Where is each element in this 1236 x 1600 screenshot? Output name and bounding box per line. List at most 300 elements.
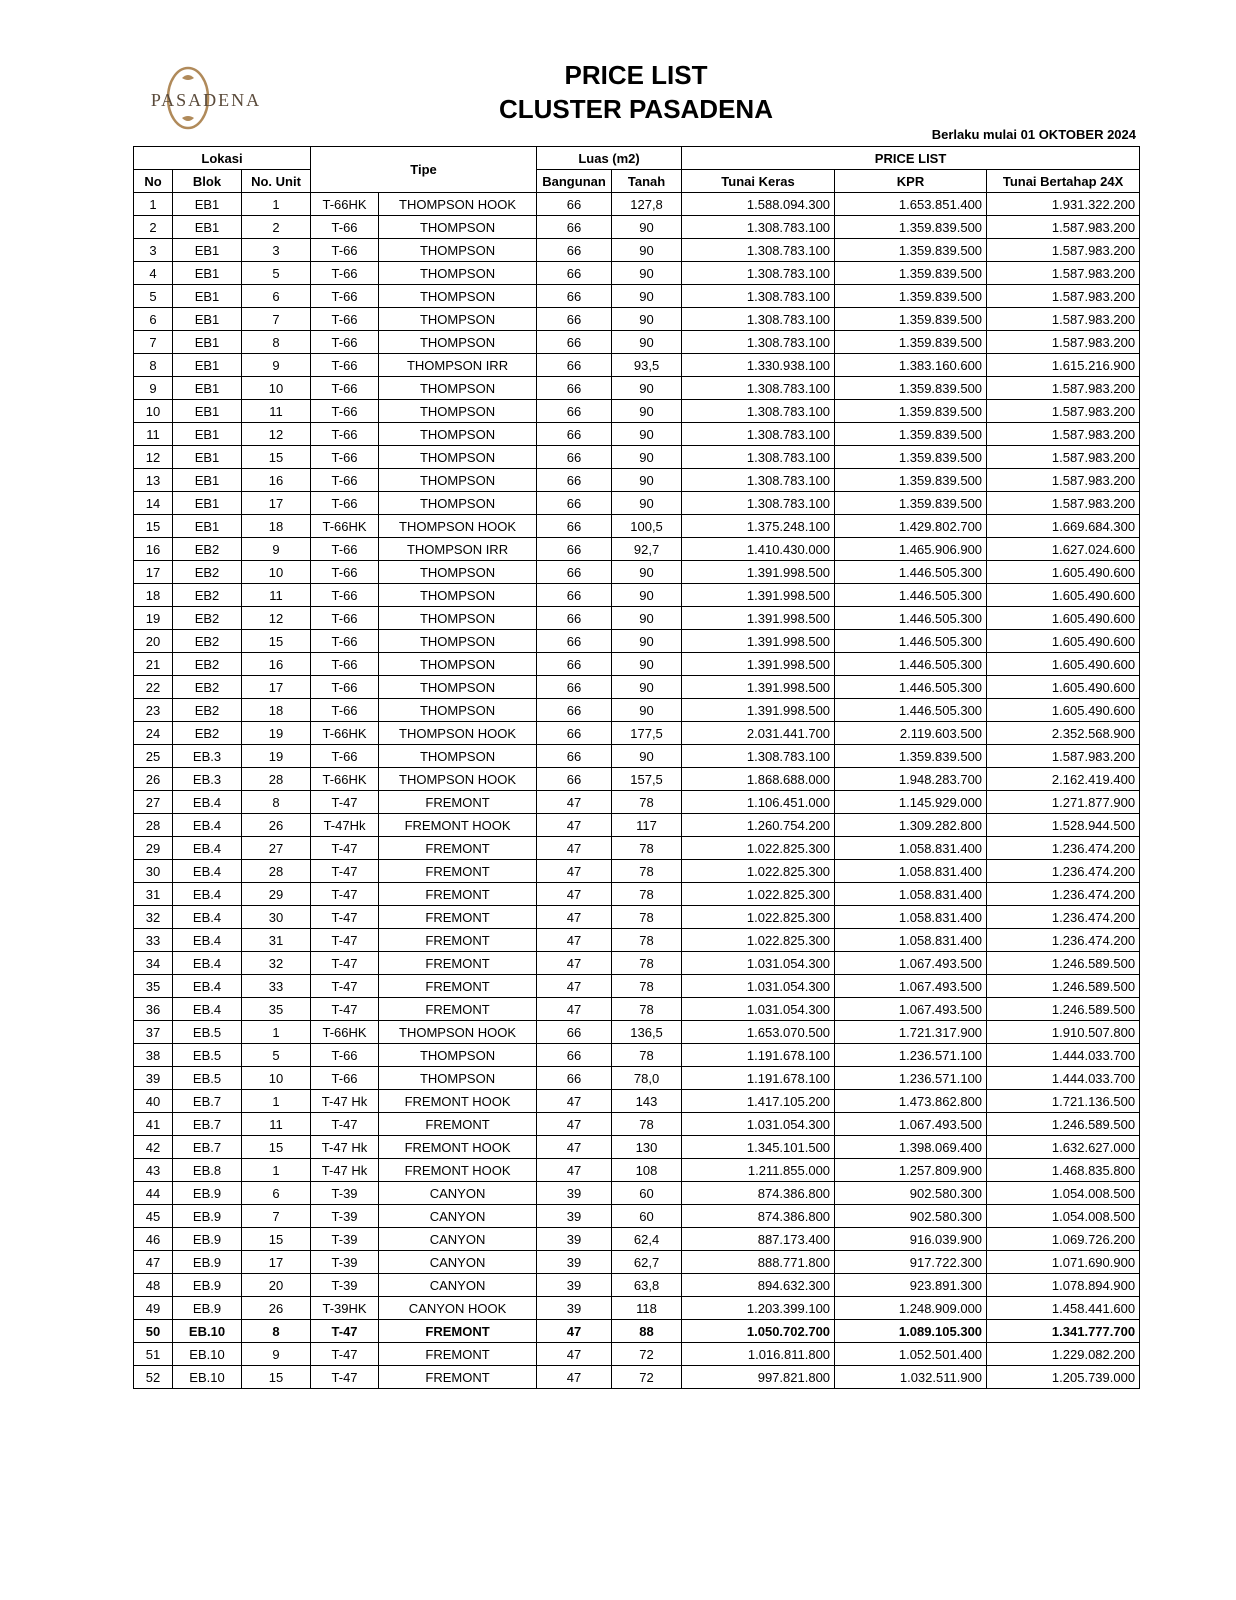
table-row [134, 860, 1140, 883]
cell-kpr: 1.058.831.400 [835, 906, 987, 929]
cell-tunai-bertahap: 1.587.983.200 [987, 285, 1140, 308]
cell-bangunan: 66 [537, 400, 612, 423]
cell-kpr: 1.067.493.500 [835, 952, 987, 975]
cell-no-unit: 27 [242, 837, 311, 860]
cell-blok: EB.4 [173, 906, 242, 929]
header-lokasi: Lokasi [134, 147, 311, 170]
cell-no: 36 [134, 998, 173, 1021]
cell-tunai-bertahap: 2.352.568.900 [987, 722, 1140, 745]
cell-tanah: 78 [612, 1044, 682, 1067]
cell-blok: EB.4 [173, 860, 242, 883]
cell-tipe-code: T-66HK [311, 722, 379, 745]
cell-blok: EB.4 [173, 975, 242, 998]
cell-tunai-bertahap: 1.236.474.200 [987, 906, 1140, 929]
cell-tunai-keras: 1.330.938.100 [682, 354, 835, 377]
cell-tipe-name: THOMPSON HOOK [379, 722, 537, 745]
cell-no: 51 [134, 1343, 173, 1366]
cell-no: 1 [134, 193, 173, 216]
cell-no-unit: 18 [242, 699, 311, 722]
cell-no: 39 [134, 1067, 173, 1090]
cell-no: 11 [134, 423, 173, 446]
cell-tunai-bertahap: 1.236.474.200 [987, 929, 1140, 952]
cell-tanah: 136,5 [612, 1021, 682, 1044]
cell-tipe-code: T-47 [311, 952, 379, 975]
table-row [134, 423, 1140, 446]
cell-tunai-keras: 1.308.783.100 [682, 308, 835, 331]
cell-tanah: 78,0 [612, 1067, 682, 1090]
cell-tipe-name: FREMONT [379, 906, 537, 929]
cell-no-unit: 19 [242, 722, 311, 745]
cell-blok: EB1 [173, 354, 242, 377]
table-row [134, 515, 1140, 538]
cell-tunai-keras: 2.031.441.700 [682, 722, 835, 745]
cell-no: 27 [134, 791, 173, 814]
cell-kpr: 1.359.839.500 [835, 285, 987, 308]
cell-no: 5 [134, 285, 173, 308]
cell-blok: EB.7 [173, 1113, 242, 1136]
cell-no: 9 [134, 377, 173, 400]
cell-tunai-bertahap: 1.627.024.600 [987, 538, 1140, 561]
table-row [134, 1343, 1140, 1366]
cell-tipe-code: T-66 [311, 308, 379, 331]
cell-no: 14 [134, 492, 173, 515]
cell-tipe-code: T-47 [311, 1366, 379, 1389]
cell-bangunan: 47 [537, 860, 612, 883]
cell-tunai-bertahap: 1.341.777.700 [987, 1320, 1140, 1343]
cell-kpr: 1.058.831.400 [835, 929, 987, 952]
cell-tipe-code: T-66 [311, 630, 379, 653]
cell-tunai-bertahap: 1.587.983.200 [987, 239, 1140, 262]
cell-blok: EB.10 [173, 1366, 242, 1389]
cell-tunai-bertahap: 1.069.726.200 [987, 1228, 1140, 1251]
cell-tipe-code: T-47 [311, 1320, 379, 1343]
cell-tipe-name: THOMPSON [379, 745, 537, 768]
cell-kpr: 1.359.839.500 [835, 400, 987, 423]
table-row [134, 1021, 1140, 1044]
cell-no: 35 [134, 975, 173, 998]
cell-tunai-keras: 1.191.678.100 [682, 1044, 835, 1067]
cell-tunai-keras: 1.308.783.100 [682, 446, 835, 469]
cell-bangunan: 66 [537, 262, 612, 285]
table-row [134, 676, 1140, 699]
cell-tunai-bertahap: 1.587.983.200 [987, 745, 1140, 768]
cell-blok: EB2 [173, 699, 242, 722]
cell-tunai-bertahap: 1.910.507.800 [987, 1021, 1140, 1044]
cell-tipe-name: THOMPSON [379, 469, 537, 492]
cell-no-unit: 19 [242, 745, 311, 768]
table-row [134, 1251, 1140, 1274]
cell-tanah: 90 [612, 262, 682, 285]
cell-tipe-code: T-66 [311, 699, 379, 722]
title-line-2: CLUSTER PASADENA [499, 94, 773, 124]
cell-tipe-code: T-66 [311, 354, 379, 377]
cell-kpr: 916.039.900 [835, 1228, 987, 1251]
cell-tanah: 90 [612, 745, 682, 768]
cell-tipe-code: T-66HK [311, 768, 379, 791]
cell-no-unit: 16 [242, 469, 311, 492]
cell-tipe-code: T-47 [311, 1113, 379, 1136]
cell-blok: EB.9 [173, 1205, 242, 1228]
cell-tunai-keras: 1.391.998.500 [682, 676, 835, 699]
cell-no-unit: 15 [242, 1136, 311, 1159]
cell-tunai-keras: 1.050.702.700 [682, 1320, 835, 1343]
cell-tipe-name: THOMPSON [379, 699, 537, 722]
table-row [134, 998, 1140, 1021]
cell-no: 25 [134, 745, 173, 768]
header-kpr: KPR [835, 170, 987, 193]
cell-no: 21 [134, 653, 173, 676]
cell-no-unit: 9 [242, 354, 311, 377]
cell-tunai-keras: 1.203.399.100 [682, 1297, 835, 1320]
cell-kpr: 917.722.300 [835, 1251, 987, 1274]
table-row [134, 331, 1140, 354]
cell-tipe-name: FREMONT [379, 1320, 537, 1343]
cell-kpr: 1.359.839.500 [835, 331, 987, 354]
cell-tipe-name: FREMONT HOOK [379, 1159, 537, 1182]
cell-tipe-code: T-66 [311, 584, 379, 607]
cell-blok: EB1 [173, 331, 242, 354]
cell-kpr: 1.032.511.900 [835, 1366, 987, 1389]
cell-blok: EB.4 [173, 791, 242, 814]
cell-tipe-name: THOMPSON IRR [379, 538, 537, 561]
cell-tipe-code: T-47 [311, 791, 379, 814]
cell-tanah: 78 [612, 883, 682, 906]
cell-blok: EB.9 [173, 1182, 242, 1205]
cell-no-unit: 2 [242, 216, 311, 239]
cell-tunai-keras: 1.653.070.500 [682, 1021, 835, 1044]
cell-tunai-bertahap: 1.236.474.200 [987, 860, 1140, 883]
cell-tunai-keras: 1.308.783.100 [682, 492, 835, 515]
cell-tunai-bertahap: 1.205.739.000 [987, 1366, 1140, 1389]
cell-tunai-keras: 1.022.825.300 [682, 860, 835, 883]
cell-tunai-keras: 1.211.855.000 [682, 1159, 835, 1182]
cell-bangunan: 66 [537, 699, 612, 722]
cell-no-unit: 15 [242, 1228, 311, 1251]
cell-kpr: 1.721.317.900 [835, 1021, 987, 1044]
cell-kpr: 1.359.839.500 [835, 377, 987, 400]
cell-no: 42 [134, 1136, 173, 1159]
table-row [134, 1159, 1140, 1182]
cell-tunai-keras: 887.173.400 [682, 1228, 835, 1251]
cell-tunai-keras: 1.308.783.100 [682, 331, 835, 354]
cell-tipe-name: FREMONT [379, 952, 537, 975]
cell-tunai-bertahap: 1.587.983.200 [987, 331, 1140, 354]
cell-no-unit: 29 [242, 883, 311, 906]
cell-blok: EB2 [173, 561, 242, 584]
cell-tunai-bertahap: 1.444.033.700 [987, 1067, 1140, 1090]
cell-blok: EB1 [173, 492, 242, 515]
effective-date: Berlaku mulai 01 OKTOBER 2024 [931, 127, 1136, 142]
cell-tipe-name: FREMONT [379, 998, 537, 1021]
cell-no-unit: 7 [242, 308, 311, 331]
table-row [134, 446, 1140, 469]
cell-tunai-bertahap: 1.229.082.200 [987, 1343, 1140, 1366]
cell-bangunan: 66 [537, 446, 612, 469]
cell-tipe-name: THOMPSON [379, 285, 537, 308]
cell-tunai-bertahap: 1.236.474.200 [987, 883, 1140, 906]
cell-no: 47 [134, 1251, 173, 1274]
cell-tunai-keras: 1.308.783.100 [682, 216, 835, 239]
cell-tanah: 93,5 [612, 354, 682, 377]
cell-no-unit: 9 [242, 1343, 311, 1366]
cell-tipe-code: T-47 Hk [311, 1136, 379, 1159]
cell-tunai-keras: 1.308.783.100 [682, 377, 835, 400]
header-bangunan: Bangunan [537, 170, 612, 193]
cell-tunai-keras: 1.391.998.500 [682, 653, 835, 676]
cell-tipe-name: FREMONT HOOK [379, 1136, 537, 1159]
cell-tanah: 60 [612, 1182, 682, 1205]
cell-tanah: 78 [612, 837, 682, 860]
cell-tunai-keras: 1.308.783.100 [682, 469, 835, 492]
cell-no: 45 [134, 1205, 173, 1228]
cell-tanah: 78 [612, 791, 682, 814]
cell-tunai-keras: 1.308.783.100 [682, 285, 835, 308]
cell-tunai-bertahap: 1.054.008.500 [987, 1182, 1140, 1205]
cell-tanah: 177,5 [612, 722, 682, 745]
cell-kpr: 1.359.839.500 [835, 308, 987, 331]
cell-tipe-code: T-66 [311, 331, 379, 354]
cell-no-unit: 15 [242, 630, 311, 653]
cell-tunai-keras: 1.391.998.500 [682, 584, 835, 607]
cell-kpr: 1.058.831.400 [835, 837, 987, 860]
cell-tipe-code: T-66 [311, 216, 379, 239]
cell-tunai-bertahap: 1.605.490.600 [987, 676, 1140, 699]
cell-tunai-keras: 1.106.451.000 [682, 791, 835, 814]
cell-tipe-name: THOMPSON [379, 262, 537, 285]
cell-blok: EB2 [173, 676, 242, 699]
table-row [134, 354, 1140, 377]
cell-no-unit: 8 [242, 791, 311, 814]
cell-kpr: 902.580.300 [835, 1182, 987, 1205]
cell-no: 20 [134, 630, 173, 653]
cell-no: 7 [134, 331, 173, 354]
table-row [134, 1205, 1140, 1228]
cell-tunai-keras: 1.308.783.100 [682, 400, 835, 423]
table-row [134, 308, 1140, 331]
cell-no: 31 [134, 883, 173, 906]
cell-kpr: 1.446.505.300 [835, 607, 987, 630]
cell-tipe-name: CANYON [379, 1228, 537, 1251]
cell-kpr: 1.465.906.900 [835, 538, 987, 561]
cell-no-unit: 6 [242, 285, 311, 308]
cell-no: 28 [134, 814, 173, 837]
table-row [134, 584, 1140, 607]
cell-blok: EB.4 [173, 814, 242, 837]
cell-tipe-code: T-66 [311, 538, 379, 561]
cell-tipe-code: T-66HK [311, 1021, 379, 1044]
cell-tipe-name: THOMPSON [379, 377, 537, 400]
cell-kpr: 1.067.493.500 [835, 1113, 987, 1136]
cell-kpr: 1.446.505.300 [835, 676, 987, 699]
cell-kpr: 1.359.839.500 [835, 745, 987, 768]
cell-kpr: 1.429.802.700 [835, 515, 987, 538]
cell-bangunan: 66 [537, 561, 612, 584]
cell-blok: EB1 [173, 285, 242, 308]
cell-blok: EB1 [173, 515, 242, 538]
cell-tunai-keras: 1.031.054.300 [682, 1113, 835, 1136]
cell-tanah: 90 [612, 653, 682, 676]
cell-tipe-name: THOMPSON [379, 216, 537, 239]
cell-no: 37 [134, 1021, 173, 1044]
cell-no-unit: 15 [242, 1366, 311, 1389]
cell-bangunan: 47 [537, 998, 612, 1021]
cell-tipe-code: T-39 [311, 1205, 379, 1228]
cell-kpr: 1.067.493.500 [835, 998, 987, 1021]
header-price-list: PRICE LIST [682, 147, 1140, 170]
cell-tunai-keras: 1.308.783.100 [682, 745, 835, 768]
table-row [134, 1274, 1140, 1297]
cell-no-unit: 12 [242, 423, 311, 446]
cell-tipe-code: T-66 [311, 1044, 379, 1067]
cell-tipe-name: THOMPSON [379, 1044, 537, 1067]
cell-tipe-name: THOMPSON HOOK [379, 768, 537, 791]
cell-blok: EB.5 [173, 1021, 242, 1044]
cell-bangunan: 39 [537, 1297, 612, 1320]
cell-tanah: 62,7 [612, 1251, 682, 1274]
cell-blok: EB.9 [173, 1274, 242, 1297]
cell-tipe-code: T-47 Hk [311, 1090, 379, 1113]
cell-blok: EB1 [173, 262, 242, 285]
cell-blok: EB2 [173, 653, 242, 676]
cell-no-unit: 1 [242, 1159, 311, 1182]
cell-tunai-keras: 1.868.688.000 [682, 768, 835, 791]
header-blok: Blok [173, 170, 242, 193]
cell-bangunan: 66 [537, 768, 612, 791]
cell-tunai-bertahap: 1.587.983.200 [987, 308, 1140, 331]
cell-tanah: 72 [612, 1366, 682, 1389]
cell-tunai-bertahap: 1.931.322.200 [987, 193, 1140, 216]
cell-tunai-bertahap: 1.528.944.500 [987, 814, 1140, 837]
cell-kpr: 1.398.069.400 [835, 1136, 987, 1159]
cell-tanah: 78 [612, 1113, 682, 1136]
cell-tipe-name: THOMPSON [379, 676, 537, 699]
cell-tunai-bertahap: 1.271.877.900 [987, 791, 1140, 814]
cell-no-unit: 11 [242, 1113, 311, 1136]
cell-tunai-bertahap: 1.587.983.200 [987, 469, 1140, 492]
cell-no: 4 [134, 262, 173, 285]
cell-blok: EB2 [173, 538, 242, 561]
cell-tunai-keras: 874.386.800 [682, 1205, 835, 1228]
cell-kpr: 1.359.839.500 [835, 216, 987, 239]
cell-tipe-code: T-47 [311, 860, 379, 883]
cell-no: 18 [134, 584, 173, 607]
cell-tanah: 78 [612, 975, 682, 998]
cell-tipe-code: T-39 [311, 1228, 379, 1251]
cell-bangunan: 66 [537, 377, 612, 400]
cell-tanah: 117 [612, 814, 682, 837]
page-title [436, 58, 836, 126]
cell-bangunan: 66 [537, 607, 612, 630]
cell-no-unit: 26 [242, 814, 311, 837]
cell-tunai-keras: 1.031.054.300 [682, 952, 835, 975]
cell-bangunan: 47 [537, 1113, 612, 1136]
cell-no: 32 [134, 906, 173, 929]
cell-no-unit: 35 [242, 998, 311, 1021]
cell-tanah: 127,8 [612, 193, 682, 216]
cell-tipe-name: FREMONT HOOK [379, 814, 537, 837]
table-row [134, 239, 1140, 262]
cell-tunai-bertahap: 1.468.835.800 [987, 1159, 1140, 1182]
cell-tipe-name: FREMONT [379, 929, 537, 952]
cell-tipe-code: T-66 [311, 469, 379, 492]
cell-tunai-bertahap: 1.246.589.500 [987, 975, 1140, 998]
cell-tanah: 108 [612, 1159, 682, 1182]
table-row [134, 929, 1140, 952]
cell-tipe-name: CANYON [379, 1182, 537, 1205]
cell-bangunan: 66 [537, 469, 612, 492]
cell-tipe-code: T-47 [311, 929, 379, 952]
cell-no-unit: 28 [242, 768, 311, 791]
table-row [134, 883, 1140, 906]
cell-kpr: 1.446.505.300 [835, 584, 987, 607]
cell-tanah: 78 [612, 952, 682, 975]
price-table [133, 146, 1140, 1389]
cell-bangunan: 66 [537, 653, 612, 676]
cell-no: 8 [134, 354, 173, 377]
cell-no: 17 [134, 561, 173, 584]
cell-tanah: 90 [612, 400, 682, 423]
cell-blok: EB.4 [173, 837, 242, 860]
cell-no-unit: 17 [242, 1251, 311, 1274]
cell-tipe-name: FREMONT HOOK [379, 1090, 537, 1113]
cell-tipe-code: T-66 [311, 1067, 379, 1090]
cell-tipe-name: FREMONT [379, 1343, 537, 1366]
cell-no: 44 [134, 1182, 173, 1205]
cell-tanah: 63,8 [612, 1274, 682, 1297]
cell-no-unit: 8 [242, 331, 311, 354]
cell-tunai-keras: 1.375.248.100 [682, 515, 835, 538]
cell-no-unit: 32 [242, 952, 311, 975]
cell-tunai-bertahap: 1.246.589.500 [987, 952, 1140, 975]
header-luas: Luas (m2) [537, 147, 682, 170]
cell-tanah: 90 [612, 607, 682, 630]
table-row [134, 193, 1140, 216]
cell-tipe-code: T-66HK [311, 515, 379, 538]
cell-tipe-name: CANYON [379, 1251, 537, 1274]
cell-tunai-keras: 1.308.783.100 [682, 423, 835, 446]
cell-tanah: 90 [612, 676, 682, 699]
cell-no: 34 [134, 952, 173, 975]
cell-tipe-name: THOMPSON [379, 239, 537, 262]
cell-tipe-name: THOMPSON [379, 561, 537, 584]
cell-tunai-keras: 1.308.783.100 [682, 239, 835, 262]
cell-tipe-code: T-66 [311, 653, 379, 676]
cell-tunai-keras: 1.391.998.500 [682, 630, 835, 653]
cell-no: 48 [134, 1274, 173, 1297]
cell-tipe-name: CANYON [379, 1205, 537, 1228]
cell-blok: EB.3 [173, 745, 242, 768]
cell-blok: EB.5 [173, 1067, 242, 1090]
cell-tipe-name: THOMPSON [379, 446, 537, 469]
cell-kpr: 1.446.505.300 [835, 699, 987, 722]
table-row [134, 1113, 1140, 1136]
cell-kpr: 1.359.839.500 [835, 469, 987, 492]
header-no-unit: No. Unit [242, 170, 311, 193]
table-row [134, 791, 1140, 814]
cell-tipe-code: T-66 [311, 400, 379, 423]
cell-blok: EB1 [173, 400, 242, 423]
cell-kpr: 1.446.505.300 [835, 630, 987, 653]
cell-no-unit: 18 [242, 515, 311, 538]
cell-tunai-bertahap: 1.605.490.600 [987, 607, 1140, 630]
cell-tunai-keras: 1.022.825.300 [682, 883, 835, 906]
cell-tipe-name: THOMPSON [379, 331, 537, 354]
cell-tipe-code: T-66 [311, 607, 379, 630]
cell-tanah: 130 [612, 1136, 682, 1159]
cell-no: 52 [134, 1366, 173, 1389]
cell-tunai-keras: 874.386.800 [682, 1182, 835, 1205]
cell-tipe-code: T-66 [311, 285, 379, 308]
